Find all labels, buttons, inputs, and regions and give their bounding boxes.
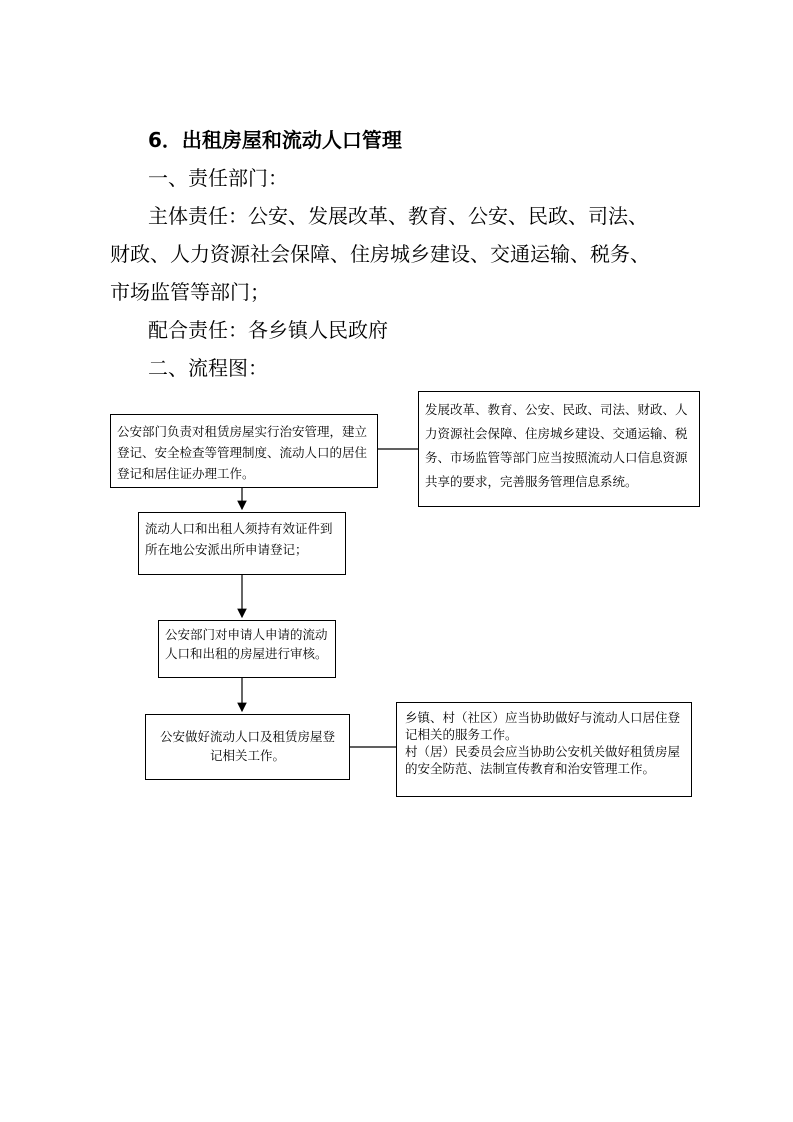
side-box-paragraph-2: 村（居）民委员会应当协助公安机关做好租赁房屋的安全防范、法制宣传教育和治安管理工作。	[405, 744, 681, 776]
main-responsibility-line-3: 市场监管等部门；	[110, 280, 270, 304]
section-heading-responsible-departments: 一、责任部门：	[148, 166, 288, 190]
flow-box-public-security-management: 公安部门负责对租赁房屋实行治安管理，建立登记、安全检查等管理制度、流动人口的居住登记和居住证办理工作。	[110, 414, 378, 488]
side-box-township-village-assistance	[396, 702, 692, 797]
page-title: 6．出租房屋和流动人口管理	[148, 128, 402, 152]
section-heading-flowchart: 二、流程图：	[148, 356, 268, 380]
flow-box-registration-work: 公安做好流动人口及租赁房屋登记相关工作。	[145, 714, 350, 780]
main-responsibility-line-1: 主体责任：公安、发展改革、教育、公安、民政、司法、	[148, 204, 648, 228]
cooperating-responsibility: 配合责任：各乡镇人民政府	[148, 318, 388, 342]
side-box-paragraph-1: 乡镇、村（社区）应当协助做好与流动人口居住登记相关的服务工作。	[405, 710, 681, 742]
flow-box-apply-registration: 流动人口和出租人须持有效证件到所在地公安派出所申请登记；	[138, 512, 346, 575]
flow-box-review: 公安部门对申请人申请的流动人口和出租的房屋进行审核。	[158, 620, 336, 678]
side-box-departments-info-sharing: 发展改革、教育、公安、民政、司法、财政、人力资源社会保障、住房城乡建设、交通运输、税务、市场监管等部门应当按照流动人口信息资源共享的要求，完善服务管理信息系统。	[418, 391, 700, 507]
main-responsibility-line-2: 财政、人力资源社会保障、住房城乡建设、交通运输、税务、	[110, 242, 650, 266]
